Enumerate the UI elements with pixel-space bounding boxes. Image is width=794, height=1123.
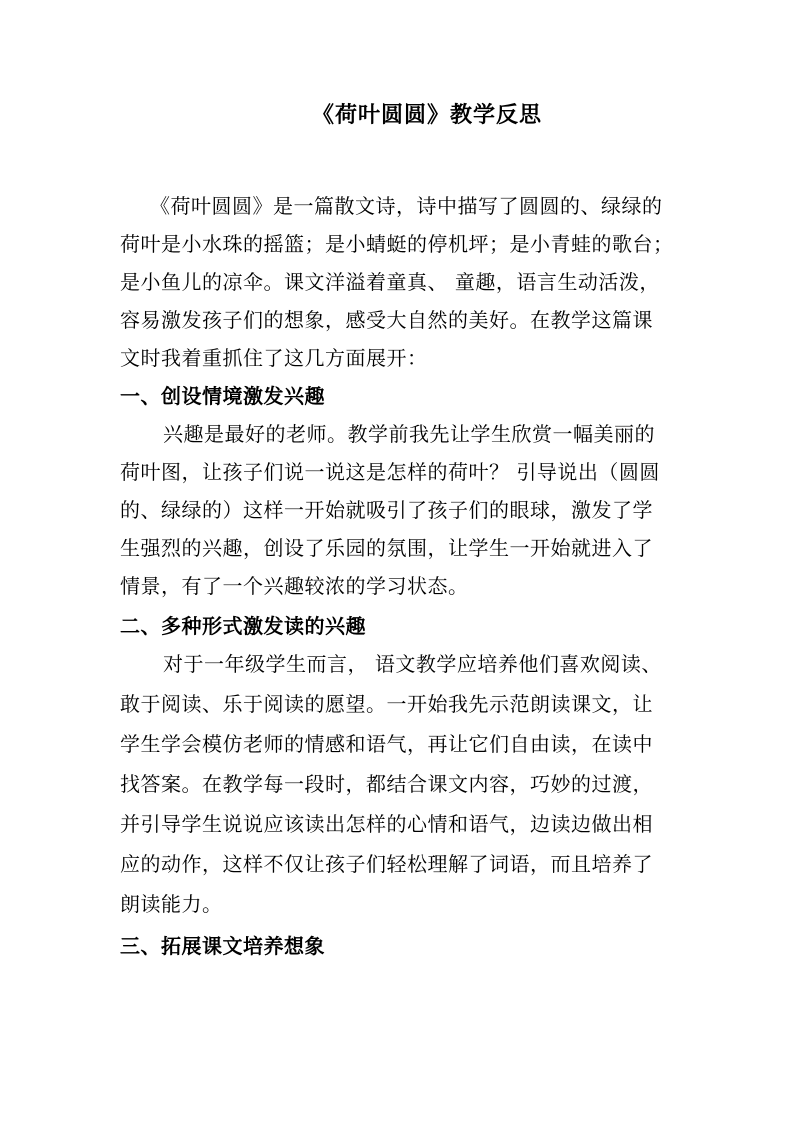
section-3-heading: 三、拓展课文培养想象 <box>120 934 325 958</box>
intro-line-4: 容易激发孩子们的想象，感受大自然的美好。在教学这篇课 <box>120 308 653 332</box>
intro-line-5: 文时我着重抓住了这几方面展开： <box>120 346 428 370</box>
section-2-line-4: 找答案。在教学每一段时，都结合课文内容，巧妙的过渡， <box>120 772 653 796</box>
intro-line-2: 荷叶是小水珠的摇篮；是小蜻蜓的停机坪；是小青蛙的歌台； <box>120 232 674 256</box>
section-2-heading: 二、多种形式激发读的兴趣 <box>120 614 366 638</box>
section-2-line-2: 敢于阅读、乐于阅读的愿望。一开始我先示范朗读课文，让 <box>120 692 653 716</box>
page-title: 《荷叶圆圆》教学反思 <box>311 102 542 128</box>
section-2-line-3: 学生学会模仿老师的情感和语气，再让它们自由读，在读中 <box>120 732 653 756</box>
section-1-line-2: 荷叶图，让孩子们说一说这是怎样的荷叶？ 引导说出（圆圆 <box>120 460 660 484</box>
section-1-heading: 一、创设情境激发兴趣 <box>120 384 325 408</box>
section-2-line-1: 对于一年级学生而言， 语文教学应培养他们喜欢阅读、 <box>163 652 662 676</box>
section-2-line-7: 朗读能力。 <box>120 892 223 916</box>
section-1-line-1: 兴趣是最好的老师。教学前我先让学生欣赏一幅美丽的 <box>163 422 655 446</box>
section-2-line-5: 并引导学生说说应该读出怎样的心情和语气，边读边做出相 <box>120 812 653 836</box>
intro-line-3: 是小鱼儿的凉伞。课文洋溢着童真、 童趣，语言生动活泼， <box>120 270 660 294</box>
section-2-line-6: 应的动作，这样不仅让孩子们轻松理解了词语，而且培养了 <box>120 852 653 876</box>
section-1-line-5: 情景，有了一个兴趣较浓的学习状态。 <box>120 574 469 598</box>
intro-line-1: 《荷叶圆圆》是一篇散文诗，诗中描写了圆圆的、绿绿的 <box>150 194 663 218</box>
section-1-line-4: 生强烈的兴趣，创设了乐园的氛围，让学生一开始就进入了 <box>120 536 653 560</box>
section-1-line-3: 的、绿绿的）这样一开始就吸引了孩子们的眼球，激发了学 <box>120 498 653 522</box>
